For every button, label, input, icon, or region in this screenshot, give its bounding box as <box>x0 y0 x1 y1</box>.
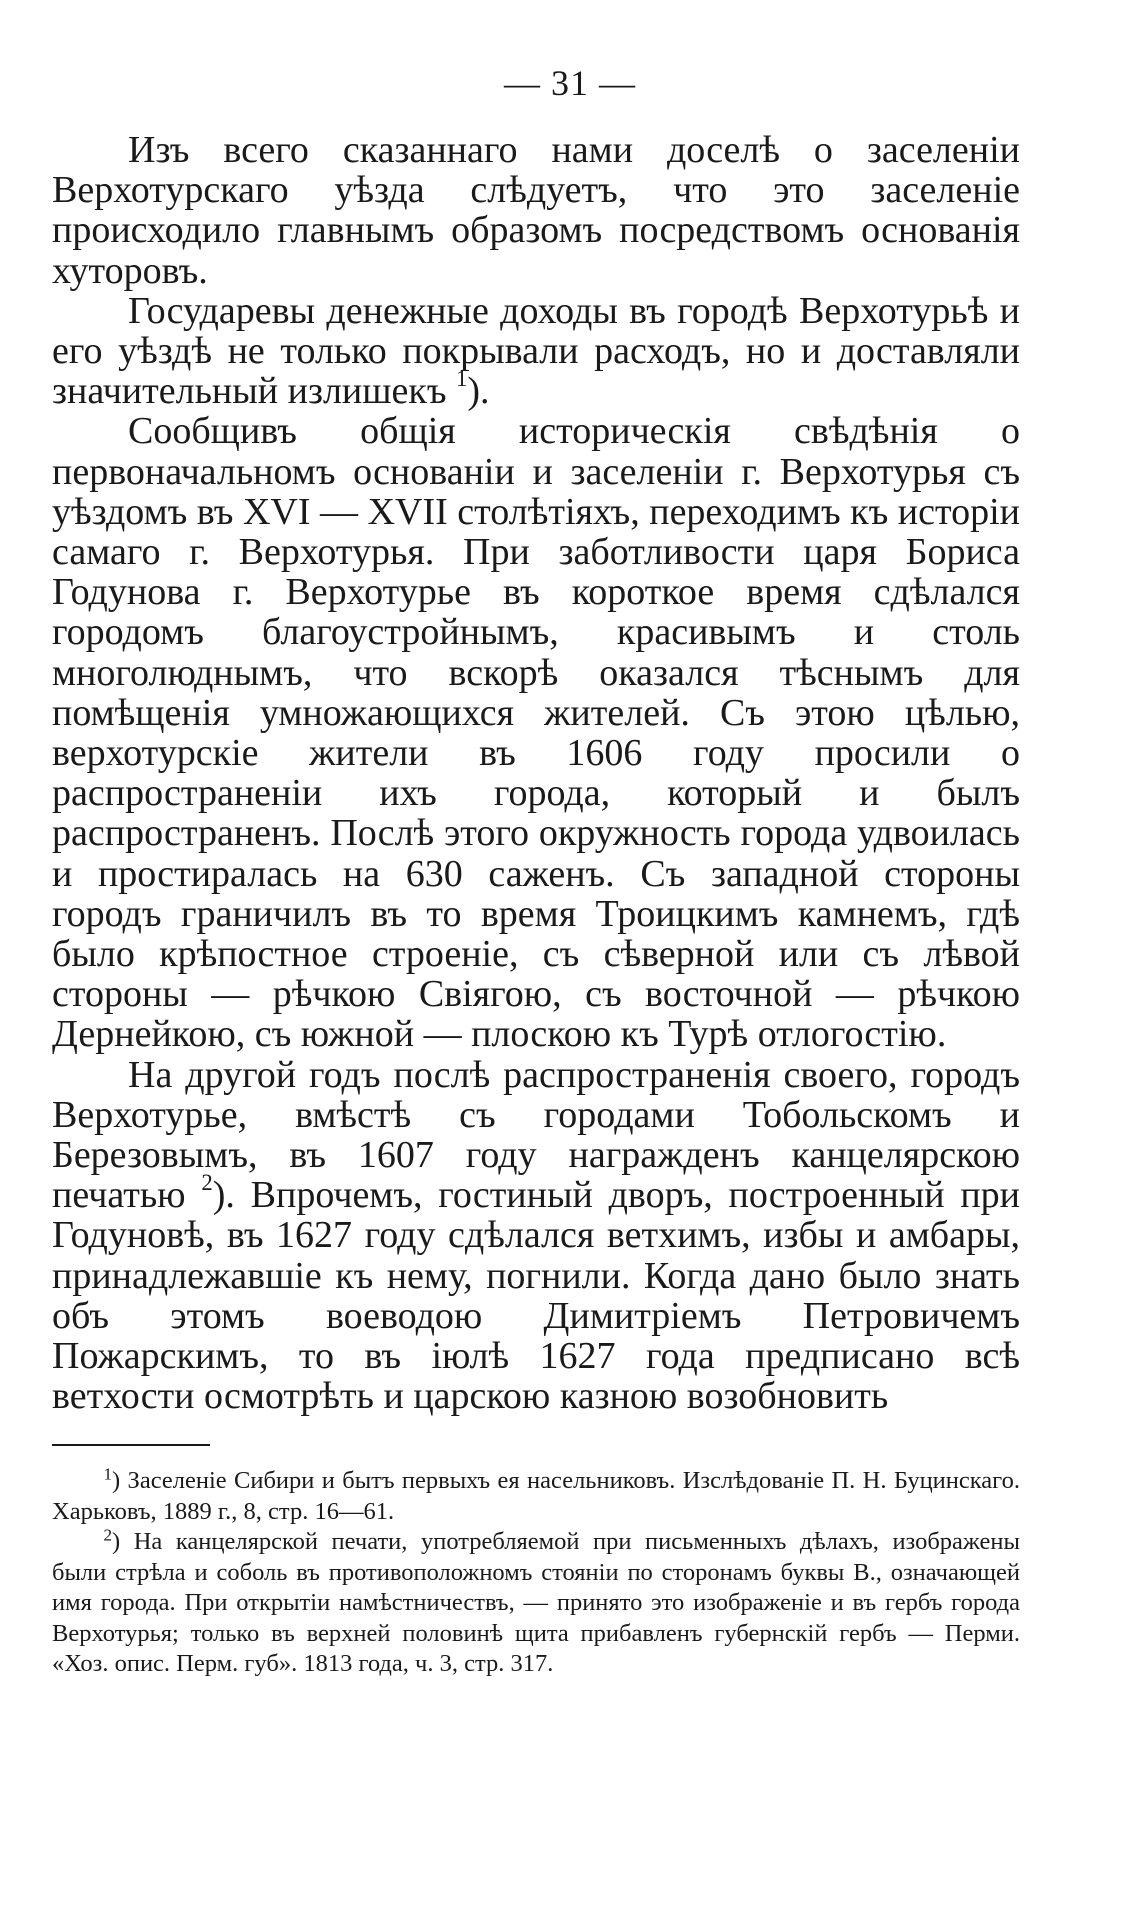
paragraph-4 <box>52 1055 1020 1417</box>
footnotes-separator <box>52 1444 210 1446</box>
paragraph-tail: ). <box>467 370 490 413</box>
paragraph-text: Сообщивъ общія историческія свѣдѣнія о первоначальномъ основаніи и заселеніи г. Верхотурья съ уѣздомъ въ XVI — XVII столѣтіяхъ, переходимъ къ исторіи самаго г. Верхотурья. При заботливости царя Бориса Годунова г. Верхотурье въ короткое время сдѣлался городомъ благоустройнымъ, красивымъ и столь многолюднымъ, что вскорѣ оказался тѣснымъ для помѣщенія умножающихся жителей. Съ этою цѣлью, верхотурскіе жители въ 1606 году просили о распространеніи ихъ города, который и былъ распространенъ. Послѣ этого окружность города удвоилась и простиралась на 630 саженъ. Съ западной стороны городъ граничилъ въ то время Троицкимъ камнемъ, гдѣ было крѣпостное строеніе, съ сѣверной или съ лѣвой стороны — рѣчкою Свіягою, съ восточной — рѣчкою Дернейкою, съ южной — плоскою къ Турѣ отлогостію. <box>52 410 1020 1056</box>
footnote-1 <box>52 1466 1020 1527</box>
footnotes <box>52 1466 1020 1680</box>
paragraph-tail: ). Впрочемъ, гостиный дворъ, построенный при Годуновѣ, въ 1627 году сдѣлался ветхимъ, избы и амбары, принадлежавшіе къ нему, погнили. Когда дано было знать объ этомъ воеводою Димитріемъ Петровичемъ Пожарскимъ, то въ іюлѣ 1627 года предписано всѣ ветхости осмотрѣть и царскою казною возобновить <box>52 1174 1020 1418</box>
paragraph-2 <box>52 291 1020 412</box>
page-number: — 31 — <box>504 63 636 103</box>
footnote-ref-1: 1 <box>456 366 468 392</box>
footnote-text: ) Заселеніе Сибири и бытъ первыхъ ея насельниковъ. Изслѣдованіе П. Н. Буцинскаго. Харьковъ, 1889 г., 8, стр. 16—61. <box>52 1467 1020 1525</box>
paragraph-text: На другой годъ послѣ распространенія своего, городъ Верхотурье, вмѣстѣ съ городами Тобольскомъ и Березовымъ, въ 1607 году награжденъ канцелярскою печатью <box>52 1053 1020 1217</box>
paragraph-text: Государевы денежные доходы въ городѣ Верхотурьѣ и его уѣздѣ не только покрывали расходъ, но и доставляли значительный излишекъ <box>52 289 1020 413</box>
footnote-mark: 1 <box>103 1464 113 1484</box>
main-text <box>52 130 1020 1417</box>
footnote-mark: 2 <box>103 1525 113 1545</box>
paragraph-1 <box>52 130 1020 291</box>
paragraph-text: Изъ всего сказаннаго нами доселѣ о заселеніи Верхотурскаго уѣзда слѣдуетъ, что это заселеніе происходило главнымъ образомъ посредствомъ основанія хуторовъ. <box>52 129 1020 292</box>
footnote-2 <box>52 1527 1020 1680</box>
footnote-ref-2: 2 <box>201 1170 213 1196</box>
footnote-text: ) На канцелярской печати, употребляемой при письменныхъ дѣлахъ, изображены были стрѣла и соболь въ противоположномъ стояніи по сторонамъ буквы В., означающей имя города. При открытіи намѣстничествъ, — принято это изображеніе и въ гербъ города Верхотурья; только въ верхней половинѣ щита прибавленъ губернскій гербъ — Перми. «Хоз. опис. Перм. губ». 1813 года, ч. 3, стр. 317. <box>52 1528 1020 1677</box>
paragraph-3 <box>52 411 1020 1054</box>
